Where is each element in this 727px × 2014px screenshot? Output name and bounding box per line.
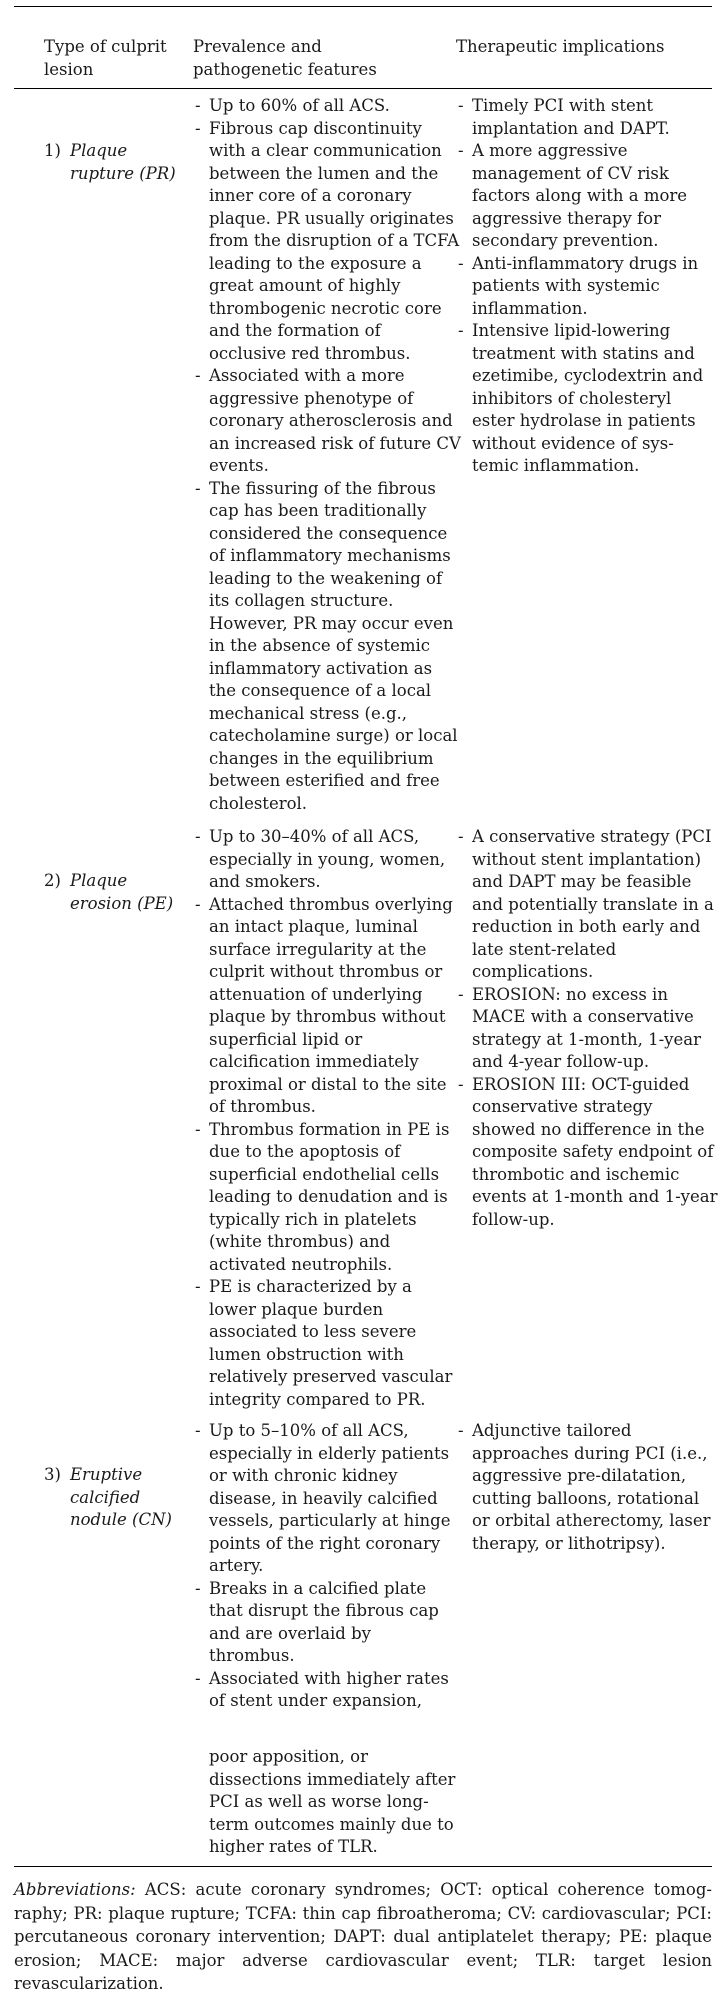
list-item: - Associated with higher rates of stent under expansion, — [193, 1668, 461, 1713]
list-item: - Intensive lipid-lowering treatment with statins and ezetimibe, cyclodextrin and inhibitors of cholesteryl ester hydrolase in patients without evidence of sys-temic inflammation. — [456, 320, 718, 478]
list-item: - PE is characterized by a lower plaque burden associated to less severe lumen obstruction with relatively preserved vascular integrity compared to PR. — [193, 1276, 461, 1411]
list-item: - Associated with a more aggressive phenotype of coronary atherosclerosis and an increased risk of future CV events. — [193, 365, 461, 478]
header-type: Type of culprit lesion — [44, 37, 167, 79]
abbreviations-footnote — [14, 1878, 712, 1996]
pr-therapy-list — [456, 95, 718, 478]
list-item: - Anti-inflammatory drugs in patients with systemic inflammation. — [456, 253, 718, 321]
list-item: - Fibrous cap discontinuity with a clear communication between the lumen and the inner core of a coronary plaque. PR usually originates from the disruption of a TCFA leading to the exposure a great amount of highly thrombogenic necrotic core and the formation of occlusive red thrombus. — [193, 118, 461, 366]
pe-therapy-list — [456, 826, 718, 1231]
pe-features-list — [193, 826, 461, 1411]
cn-features-continued: poor apposition, or dissections immediately after PCI as well as worse long-term outcomes mainly due to higher rates of TLR. — [209, 1747, 456, 1856]
list-item: - EROSION III: OCT-guided conservative strategy showed no difference in the composite safety endpoint of thrombotic and ischemic events at 1-month and 1-year follow-up. — [456, 1074, 718, 1232]
list-item: - Attached thrombus overlying an intact plaque, luminal surface irregularity at the culprit without thrombus or attenuation of underlying plaque by thrombus without superficial lipid or calcification immediately proximal or distal to the site of thrombus. — [193, 894, 461, 1119]
table-top-rule — [14, 6, 712, 7]
list-item: - Adjunctive tailored approaches during PCI (i.e., aggressive pre-dilatation, cutting balloons, rotational or orbital atherectomy, laser therapy, or lithotripsy). — [456, 1420, 718, 1555]
list-item: - Thrombus formation in PE is due to the apoptosis of superficial endothelial cells leading to denudation and is typically rich in platelets (white thrombus) and activated neutrophils. — [193, 1119, 461, 1277]
row-type-plaque-erosion: 2) Plaque erosion (PE) — [44, 871, 174, 913]
cn-therapy-list — [456, 1420, 718, 1555]
list-item: - EROSION: no excess in MACE with a conservative strategy at 1-month, 1-year and 4-year follow-up. — [456, 984, 718, 1074]
row-type-plaque-rupture: 1) Plaque rupture (PR) — [44, 141, 176, 183]
list-item: - Timely PCI with stent implantation and DAPT. — [456, 95, 718, 140]
list-item: - Up to 30–40% of all ACS, especially in young, women, and smokers. — [193, 826, 461, 894]
abbreviations-text: ACS: acute coronary syndromes; OCT: optical coherence tomog-raphy; PR: plaque rupture; TCFA: thin cap fibroatheroma; CV: cardiovascular; PCI: percutaneous coronary intervention; DAPT: dual antiplatelet therapy; PE: plaque erosion; MACE: major adverse cardiovascular event; TLR: target lesion revascularization. — [14, 1880, 712, 1993]
pr-features-list — [193, 95, 461, 815]
abbreviations-lead: Abbreviations: — [14, 1880, 136, 1899]
list-item: - Breaks in a calcified plate that disrupt the fibrous cap and are overlaid by thrombus. — [193, 1578, 461, 1668]
list-item: - Up to 60% of all ACS. — [193, 95, 461, 118]
list-item: - Up to 5–10% of all ACS, especially in elderly patients or with chronic kidney disease, in heavily calcified vessels, particularly at hinge points of the right coronary artery. — [193, 1420, 461, 1578]
header-prevalence: Prevalence and pathogenetic features — [193, 37, 377, 79]
list-item: - A more aggressive management of CV risk factors along with a more aggressive therapy for secondary prevention. — [456, 140, 718, 253]
list-item: - The fissuring of the fibrous cap has been traditionally considered the consequence of inflammatory mechanisms leading to the weakening of its collagen structure. However, PR may occur even in the absence of systemic inflammatory activation as the consequence of a local mechanical stress (e.g., catecholamine surge) or local changes in the equilibrium between esterified and free cholesterol. — [193, 478, 461, 816]
row-type-calcified-nodule: 3) Eruptive calcified nodule (CN) — [44, 1465, 172, 1529]
header-rule — [14, 88, 712, 89]
cn-features-list — [193, 1420, 461, 1713]
header-therapy: Therapeutic implications — [456, 37, 665, 56]
table-bottom-rule — [14, 1866, 712, 1867]
list-item: - A conservative strategy (PCI without stent implantation) and DAPT may be feasible and potentially translate in a reduction in both early and late stent-related complications. — [456, 826, 718, 984]
